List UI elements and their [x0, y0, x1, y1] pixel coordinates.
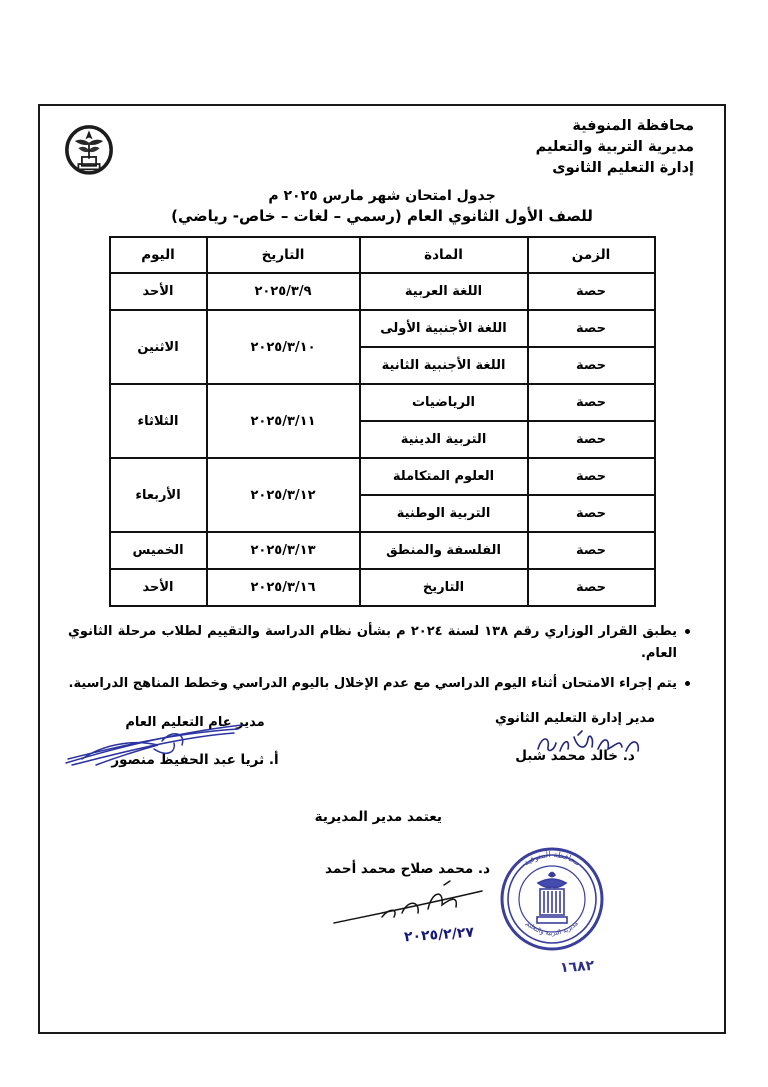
title-line-exam-month: جدول امتحان شهر مارس ٢٠٢٥ م [268, 188, 496, 204]
cell-subject: التربية الوطنية [360, 495, 528, 532]
document-title [62, 186, 702, 228]
column-header-day: اليوم [110, 237, 207, 273]
table-row [110, 569, 655, 606]
issuer-line-directorate: مديرية التربية والتعليم [535, 139, 694, 156]
signature-block-general-director [80, 715, 310, 768]
cell-date: ٢٠٢٥/٣/١١ [207, 384, 360, 458]
cell-time: حصة [528, 532, 655, 569]
signature-name: د. خالد محمد شبل [515, 748, 635, 765]
cell-subject: العلوم المتكاملة [360, 458, 528, 495]
cell-time: حصة [528, 569, 655, 606]
table-row [110, 310, 655, 347]
official-round-stamp-icon [492, 839, 612, 959]
note-text-exam-timing: يتم إجراء الامتحان أثناء اليوم الدراسي مع عدم الإخلال باليوم الدراسي وخطط المناهج الدراسية. [68, 676, 677, 692]
cell-day: الأربعاء [110, 458, 207, 532]
cell-time: حصة [528, 347, 655, 384]
cell-date: ٢٠٢٥/٣/١٢ [207, 458, 360, 532]
notes-list [68, 621, 696, 695]
exam-schedule-table [109, 236, 656, 607]
cell-date: ٢٠٢٥/٣/٩ [207, 273, 360, 310]
signature-block-secondary-director [460, 711, 690, 764]
issuer-lines [536, 116, 702, 179]
approval-section [62, 809, 702, 1039]
document-page [38, 104, 726, 1034]
signature-name: أ. ثريا عبد الحفيظ منصور [111, 752, 279, 769]
cell-time: حصة [528, 310, 655, 347]
bullet-icon [685, 681, 690, 686]
column-header-time: الزمن [528, 237, 655, 273]
signature-row [62, 711, 702, 803]
approval-date: ٢٠٢٥/٢/٢٧ [403, 924, 475, 946]
stamp-number: ١٦٨٢ [559, 958, 595, 977]
approval-name: د. محمد صلاح محمد أحمد [325, 861, 490, 878]
title-line-grade: للصف الأول الثانوي العام (رسمي – لغات – خاص- رياضي) [171, 207, 593, 226]
cell-time: حصة [528, 421, 655, 458]
document-body [40, 106, 724, 1032]
cell-day: الخميس [110, 532, 207, 569]
table-header-row [110, 237, 655, 273]
cell-date: ٢٠٢٥/٣/١٦ [207, 569, 360, 606]
egypt-eagle-emblem-icon [62, 118, 116, 180]
cell-day: الثلاثاء [110, 384, 207, 458]
cell-day: الأحد [110, 569, 207, 606]
table-row [110, 384, 655, 421]
document-header [62, 116, 702, 180]
note-item [68, 621, 696, 665]
note-item [68, 673, 696, 695]
cell-subject: اللغة الأجنبية الثانية [360, 347, 528, 384]
bullet-icon [685, 629, 690, 634]
issuer-line-governorate: محافظة المنوفية [572, 118, 694, 134]
cell-time: حصة [528, 495, 655, 532]
cell-subject: الرياضيات [360, 384, 528, 421]
cell-subject: التاريخ [360, 569, 528, 606]
cell-subject: اللغة الأجنبية الأولى [360, 310, 528, 347]
cell-date: ٢٠٢٥/٣/١٣ [207, 532, 360, 569]
column-header-date: التاريخ [207, 237, 360, 273]
svg-text:محافظة المنوفية: محافظة المنوفية [522, 850, 582, 868]
table-row [110, 532, 655, 569]
table-row [110, 273, 655, 310]
table-row [110, 458, 655, 495]
cell-time: حصة [528, 273, 655, 310]
svg-text:مديرية التربية والتعليم: مديرية التربية والتعليم [524, 919, 580, 938]
signature-title: مدير عام التعليم العام [125, 715, 265, 731]
note-text-ministerial-decree: يطبق القرار الوزاري رقم ١٣٨ لسنة ٢٠٢٤ م بشأن نظام الدراسة والتقييم لطلاب مرحلة الثانوي العام. [68, 624, 677, 662]
signature-title: مدير إدارة التعليم الثانوي [494, 711, 656, 727]
cell-time: حصة [528, 384, 655, 421]
eagle-of-saladin-icon [537, 873, 567, 924]
cell-time: حصة [528, 458, 655, 495]
approval-label: يعتمد مدير المديرية [314, 809, 442, 826]
cell-day: الأحد [110, 273, 207, 310]
cell-subject: التربية الدينية [360, 421, 528, 458]
cell-subject: الفلسفة والمنطق [360, 532, 528, 569]
issuer-line-department: إدارة التعليم الثانوى [552, 160, 694, 177]
cell-date: ٢٠٢٥/٣/١٠ [207, 310, 360, 384]
handwritten-signature-icon [332, 879, 502, 931]
cell-subject: اللغة العربية [360, 273, 528, 310]
column-header-subject: المادة [360, 237, 528, 273]
cell-day: الاثنين [110, 310, 207, 384]
